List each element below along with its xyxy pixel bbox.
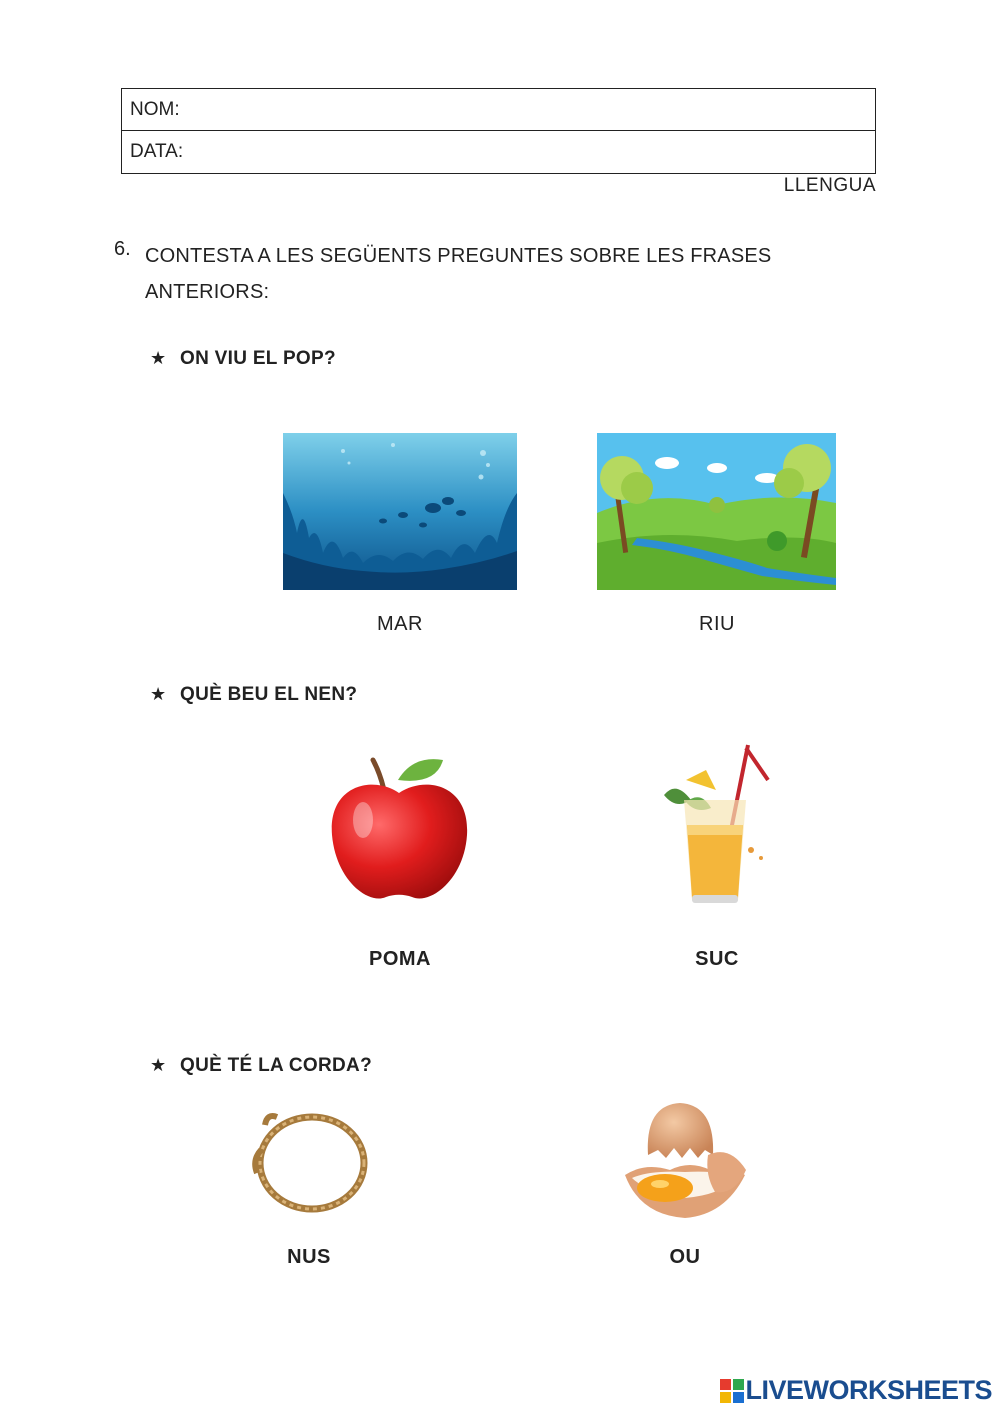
juice-image[interactable]: [656, 740, 780, 910]
logo-text: LIVEWORKSHEETS: [745, 1375, 992, 1405]
student-info-box: [121, 88, 876, 174]
date-row: [122, 131, 875, 173]
sea-image[interactable]: [283, 433, 517, 590]
date-label: DATA:: [130, 141, 184, 162]
star-icon: ★: [150, 1055, 167, 1075]
apple-image[interactable]: [328, 755, 471, 905]
name-label: NOM:: [130, 98, 180, 120]
option-riu[interactable]: RIU: [699, 613, 735, 635]
egg-image[interactable]: [620, 1100, 750, 1225]
question-2: [150, 684, 357, 706]
question-1: [150, 348, 336, 370]
subject-label: LLENGUA: [783, 175, 876, 196]
option-ou[interactable]: OU: [669, 1246, 701, 1268]
option-mar[interactable]: MAR: [377, 613, 423, 635]
name-input[interactable]: [188, 94, 875, 126]
option-nus[interactable]: NUS: [287, 1246, 331, 1268]
logo-mark-icon: [719, 1378, 745, 1404]
exercise-number: 6.: [114, 238, 131, 260]
date-input[interactable]: [191, 136, 875, 168]
question-3: [150, 1055, 372, 1077]
question-3-text: QUÈ TÉ LA CORDA?: [180, 1055, 372, 1076]
river-image[interactable]: [597, 433, 836, 590]
rope-image[interactable]: [247, 1105, 372, 1215]
question-1-text: ON VIU EL POP?: [180, 348, 336, 369]
question-2-text: QUÈ BEU EL NEN?: [180, 684, 358, 705]
star-icon: ★: [150, 684, 167, 704]
liveworksheets-logo: [719, 1375, 992, 1406]
name-row: [122, 89, 875, 131]
option-suc[interactable]: SUC: [695, 948, 739, 970]
exercise-instruction: CONTESTA A LES SEGÜENTS PREGUNTES SOBRE LES FRASES ANTERIORS:: [145, 245, 772, 303]
option-poma[interactable]: POMA: [369, 948, 431, 970]
star-icon: ★: [150, 348, 167, 368]
